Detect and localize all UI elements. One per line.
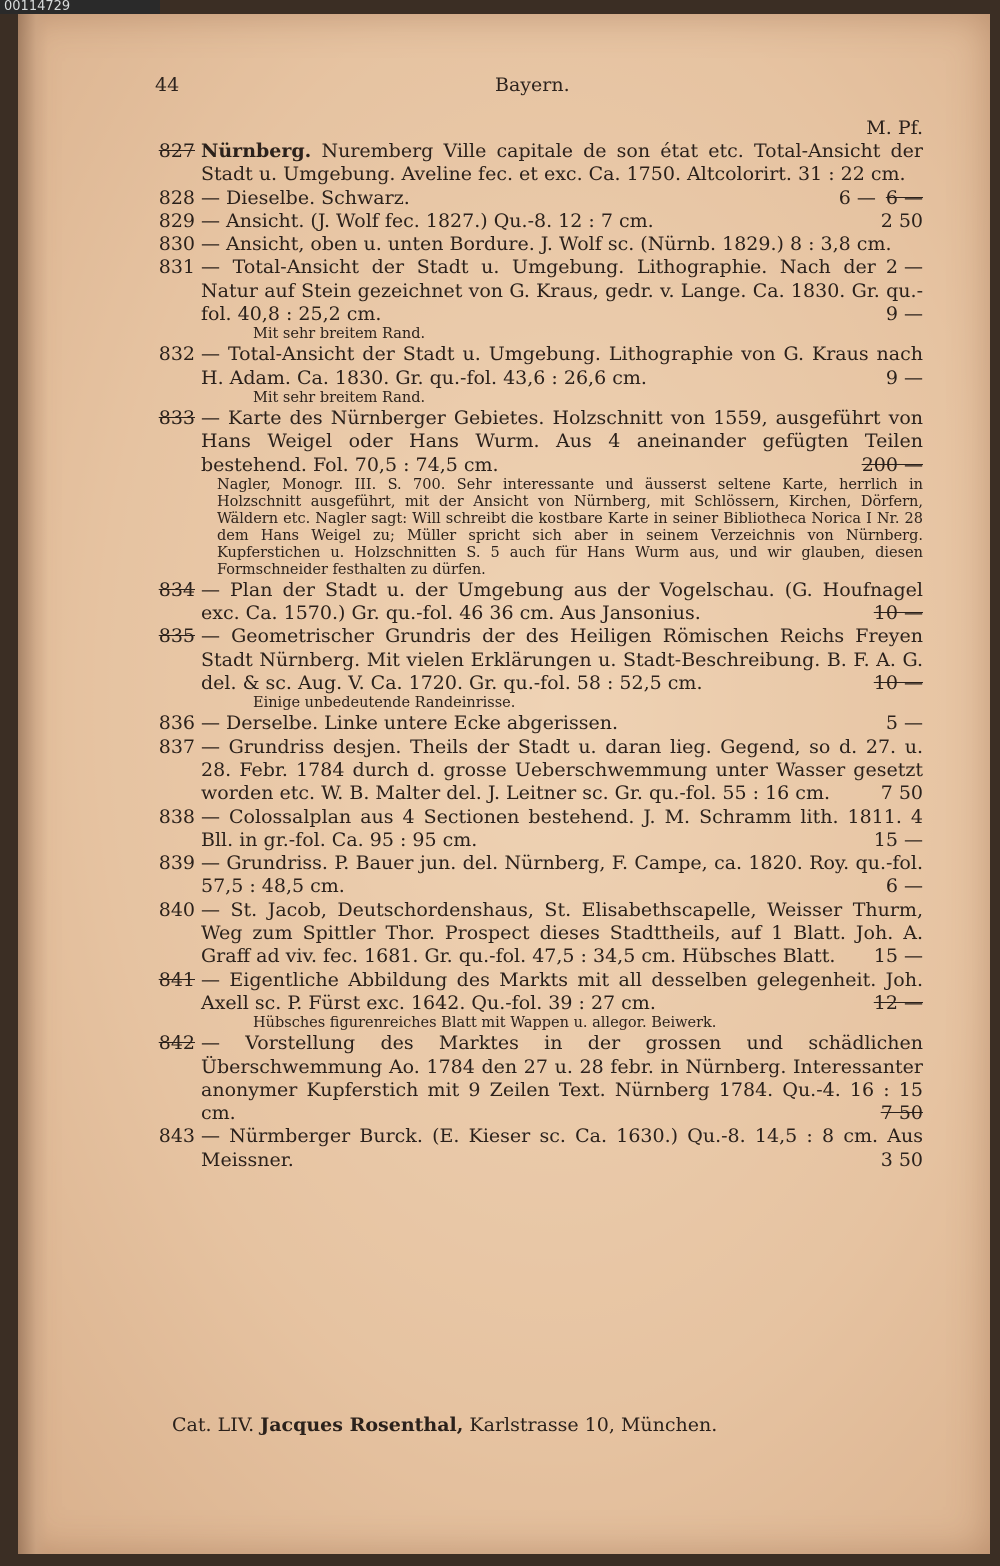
- firm-address: Karlstrasse 10, München.: [469, 1414, 718, 1436]
- entry-price: 9 —: [885, 303, 923, 326]
- entry-text: — Geometrischer Grundris der des Heiligen Römischen Reichs Freyen Stadt Nürnberg. Mit vielen Erklärungen u. Stadt-Beschreibung. B. F. A. G. del. & sc. Aug. V. Ca. 1720. Gr. qu.-fol. 58 : 52,5 cm.: [201, 625, 923, 695]
- entry-lead: Nürnberg.: [201, 140, 312, 162]
- entry-price: 15 —: [873, 828, 923, 851]
- firm-name: Jacques Rosenthal,: [260, 1414, 464, 1436]
- entry-text: — Colossalplan aus 4 Sectionen bestehend. J. M. Schramm lith. 1811. 4 Bll. in gr.-fol. Ca. 95 : 95 cm.: [201, 805, 923, 851]
- catalog-entry: [155, 712, 923, 735]
- catalog-entry: [155, 736, 923, 806]
- entry-text: — Derselbe. Linke untere Ecke abgerissen.: [201, 712, 618, 735]
- entry-price: 200 —: [861, 453, 923, 476]
- entry-number: 830: [158, 233, 195, 256]
- entry-price: 6 —: [838, 186, 876, 209]
- catalog-entry: [155, 210, 923, 233]
- entry-text: — Plan der Stadt u. der Umgebung aus der Vogelschau. (G. Houfnagel exc. Ca. 1570.) Gr. qu.-fol. 46 36 cm. Aus Jansonius.: [201, 578, 923, 625]
- entry-price: 2 50: [880, 209, 923, 232]
- catalog-entry: [155, 1125, 923, 1172]
- catalog-entry: [155, 852, 923, 899]
- entry-price: 10 —: [873, 672, 923, 695]
- entry-number: 836: [158, 712, 195, 735]
- entry-note: Mit sehr breitem Rand.: [253, 326, 426, 343]
- entry-number: 841: [158, 968, 195, 991]
- entry-text: — Vorstellung des Marktes in der grossen und schädlichen Überschwemmung Ao. 1784 den 27 u. 28 febr. in Nürnberg. Interessanter anonymer Kupferstich mit 9 Zeilen Text. Nürnberg 1784. Qu.-4. 16 : 15 cm.: [201, 1032, 923, 1125]
- catalog-entry: [155, 1032, 923, 1125]
- entry-number: 828: [158, 186, 195, 209]
- entry-text: — Total-Ansicht der Stadt u. Umgebung. Lithographie. Nach der Natur auf Stein gezeichnet von G. Kraus, gedr. v. Lange. Ca. 1830. Gr. qu.-fol. 40,8 : 25,2 cm.: [201, 256, 923, 326]
- corner-stamp: 00114729: [0, 0, 160, 14]
- entry-text: — Grundriss. P. Bauer jun. del. Nürnberg, F. Campe, ca. 1820. Roy. qu.-fol. 57,5 : 48,5 cm.: [201, 852, 923, 898]
- entry-price: 10 —: [873, 602, 923, 625]
- catalog-number: Cat. LIV.: [172, 1414, 255, 1436]
- page-number: 44: [155, 74, 180, 96]
- entry-number: 833: [158, 406, 195, 429]
- entry-number: 829: [158, 209, 195, 232]
- entry-text: — St. Jacob, Deutschordenshaus, St. Elisabethscapelle, Weisser Thurm, Weg zum Spittler Thor. Prospect dieses Stadttheils, auf 1 Blatt. Joh. A. Graff ad viv. fec. 1681. Gr. qu.-fol. 47,5 : 34,5 cm. Hübsches Blatt.: [201, 898, 923, 968]
- entry-text: — Ansicht. (J. Wolf fec. 1827.) Qu.-8. 12 : 7 cm.: [201, 209, 654, 232]
- catalog-entry: [155, 806, 923, 853]
- entry-number: 840: [158, 898, 195, 921]
- catalog-entry: [155, 625, 923, 695]
- entry-price: 5 —: [885, 712, 923, 735]
- page-spine-shadow: [18, 14, 48, 1554]
- entry-note: Hübsches figurenreiches Blatt mit Wappen u. allegor. Beiwerk.: [253, 1015, 717, 1032]
- entry-text: Nuremberg Ville capitale de son état etc. Total-Ansicht der Stadt u. Umgebung. Aveline fec. et exc. Ca. 1750. Altcolorirt. 31 : 22 cm.: [201, 140, 923, 186]
- entry-text: — Total-Ansicht der Stadt u. Umgebung. Lithographie von G. Kraus nach H. Adam. Ca. 1830. Gr. qu.-fol. 43,6 : 26,6 cm.: [201, 343, 923, 389]
- entry-price: 6 —: [885, 186, 923, 209]
- entry-price: 6 —: [885, 875, 923, 898]
- catalog-entry: [155, 407, 923, 477]
- entry-number: 832: [158, 343, 195, 366]
- entry-text: — Karte des Nürnberger Gebietes. Holzschnitt von 1559, ausgeführt von Hans Weigel oder Hans Wurm. Aus 4 aneinander gefügten Teilen bestehend. Fol. 70,5 : 74,5 cm.: [201, 406, 923, 476]
- catalog-entry: [155, 969, 923, 1016]
- entry-number: 831: [158, 256, 195, 279]
- entry-price: 9 —: [885, 366, 923, 389]
- entry-number: 834: [158, 578, 195, 601]
- entry-number: 839: [158, 852, 195, 875]
- entry-price: 7 50: [880, 782, 923, 805]
- catalog-entry: [155, 187, 923, 210]
- page-footer: [172, 1414, 932, 1436]
- currency-header: M. Pf.: [866, 117, 923, 139]
- entry-price: 2 —: [885, 256, 923, 279]
- page-header: [155, 74, 920, 102]
- entry-text: — Grundriss desjen. Theils der Stadt u. daran lieg. Gegend, so d. 27. u. 28. Febr. 1784 durch d. grosse Ueberschwemmung unter Wasser gesetzt worden etc. W. B. Malter del. J. Leitner sc. Gr. qu.-fol. 55 : 16 cm.: [201, 735, 923, 805]
- entry-number: 835: [158, 625, 195, 648]
- entry-number: 837: [158, 735, 195, 758]
- entry-number: 838: [158, 805, 195, 828]
- catalog-entry: [155, 899, 923, 969]
- entry-text: — Ansicht, oben u. unten Bordure. J. Wolf sc. (Nürnb. 1829.) 8 : 3,8 cm.: [201, 233, 892, 256]
- entry-price: 12 —: [873, 991, 923, 1014]
- entry-text: — Eigentliche Abbildung des Markts mit all desselben gelegenheit. Joh. Axell sc. P. Fürst exc. 1642. Qu.-fol. 39 : 27 cm.: [201, 968, 923, 1014]
- catalog-entry: [155, 579, 923, 626]
- entry-price: 15 —: [873, 945, 923, 968]
- entry-number: 842: [158, 1032, 195, 1055]
- entry-note: Nagler, Monogr. III. S. 700. Sehr interessante und äusserst seltene Karte, herrlich in Holzschnitt ausgeführt, mit der Ansicht von Nürnberg, mit Schlössern, Kirchen, Dörfern, Wäldern etc. Nagler sagt: Will schreibt die kostbare Karte in seiner Bibliotheca Norica I Nr. 28 dem Hans Weigel zu; Müller spricht sich aber in seinem Verzeichnis von Nürnberg. Kupferstichen u. Holzschnitten S. 5 auch für Hans Wurm aus, und wir glauben, diesen Formschneider festhalten zu dürfen.: [217, 476, 923, 578]
- entry-text: — Nürmberger Burck. (E. Kieser sc. Ca. 1630.) Qu.-8. 14,5 : 8 cm. Aus Meissner.: [201, 1125, 923, 1171]
- entry-text: — Dieselbe. Schwarz.: [201, 186, 410, 209]
- entry-note: Mit sehr breitem Rand.: [253, 389, 426, 406]
- catalog-entry: [155, 256, 923, 326]
- catalog-entries: [155, 116, 923, 1172]
- running-title: Bayern.: [495, 74, 570, 96]
- entry-note: Einige unbedeutende Randeinrisse.: [253, 695, 516, 712]
- entry-number: 843: [158, 1125, 195, 1148]
- catalog-entry: [155, 343, 923, 390]
- entry-number: 827: [158, 140, 195, 162]
- entry-price: 3 50: [880, 1148, 923, 1171]
- entry-price: 7 50: [880, 1102, 923, 1125]
